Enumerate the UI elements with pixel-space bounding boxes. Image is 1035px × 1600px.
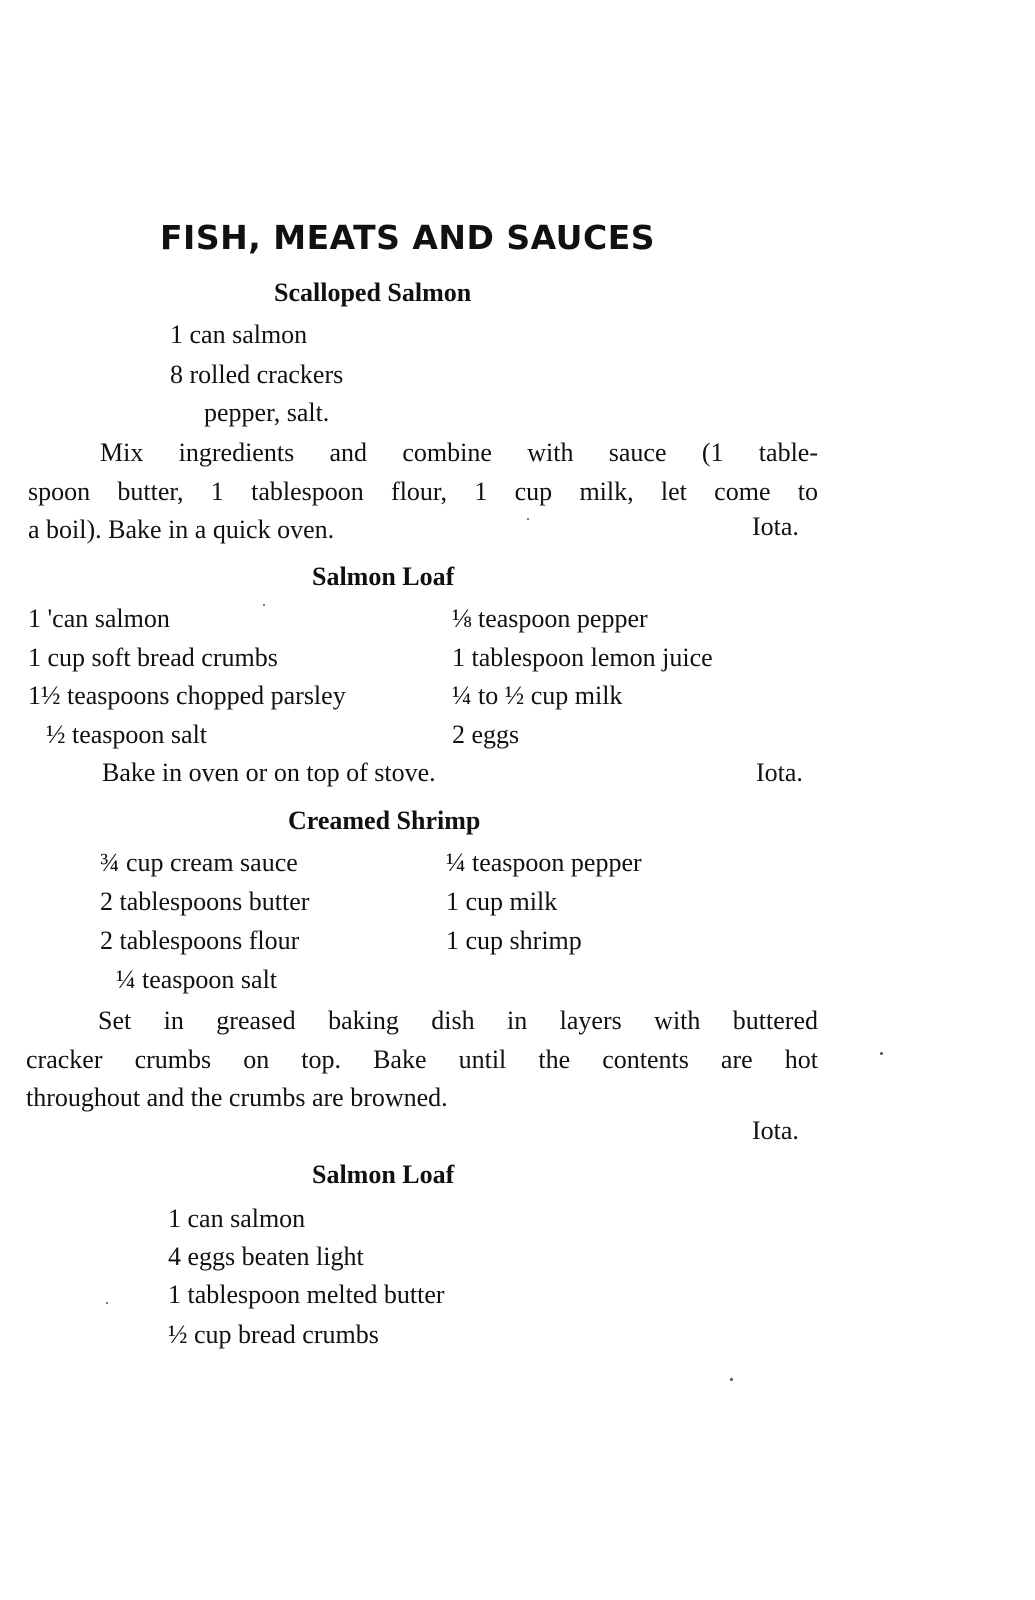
instructions — [26, 1002, 818, 1118]
scan-speck — [106, 1302, 108, 1304]
instruction-line: throughout and the crumbs are browned. — [26, 1083, 448, 1112]
ingredient-line: 2 tablespoons flour — [100, 926, 300, 955]
author-signature: Iota. — [752, 1116, 799, 1145]
ingredient-line: 1 tablespoon melted butter — [168, 1280, 445, 1309]
ingredient-line: 1 cup soft bread crumbs — [28, 643, 278, 672]
recipe-title: Salmon Loaf — [312, 562, 455, 591]
ingredient-line: 1 cup shrimp — [446, 926, 582, 955]
ingredient-line: 1 can salmon — [170, 320, 308, 349]
ingredient-line: ¼ teaspoon salt — [116, 965, 278, 994]
recipe-title: Scalloped Salmon — [274, 278, 472, 307]
ingredient-line: 1 'can salmon — [28, 604, 170, 633]
instruction-line: spoon butter, 1 tablespoon flour, 1 cup milk, let come to — [28, 476, 818, 506]
section-title: FISH, MEATS AND SAUCES — [160, 218, 656, 257]
author-signature: Iota. — [752, 512, 799, 541]
ingredient-line: 2 eggs — [452, 720, 520, 749]
ingredient-line: ¾ cup cream sauce — [100, 848, 298, 877]
instruction-line: Bake in oven or on top of stove. — [102, 758, 436, 787]
instruction-line: cracker crumbs on top. Bake until the contents are hot — [26, 1044, 818, 1074]
recipe-title: Salmon Loaf — [312, 1160, 455, 1189]
ingredient-line: ¼ teaspoon pepper — [446, 848, 642, 877]
ingredient-line: 1 tablespoon lemon juice — [452, 643, 713, 672]
scan-speck — [527, 518, 529, 520]
ingredient-line: 1 can salmon — [168, 1204, 306, 1233]
scan-speck — [880, 1052, 883, 1055]
ingredient-line: ½ cup bread crumbs — [168, 1320, 379, 1349]
ingredient-line: ½ teaspoon salt — [46, 720, 208, 749]
ingredient-line: 1 cup milk — [446, 887, 558, 916]
instruction-line: a boil). Bake in a quick oven. — [28, 515, 335, 544]
instructions — [28, 434, 818, 550]
scan-speck — [263, 604, 265, 606]
author-signature: Iota. — [756, 758, 803, 787]
scan-speck — [730, 1378, 733, 1381]
ingredient-line: 8 rolled crackers — [170, 360, 344, 389]
ingredient-line: ¼ to ½ cup milk — [452, 681, 623, 710]
instruction-line: Set in greased baking dish in layers with buttered — [98, 1006, 818, 1035]
ingredient-line: 2 tablespoons butter — [100, 887, 310, 916]
ingredient-line: 1½ teaspoons chopped parsley — [28, 681, 346, 710]
ingredient-line: 4 eggs beaten light — [168, 1242, 364, 1271]
recipe-title: Creamed Shrimp — [288, 806, 481, 835]
ingredient-line: pepper, salt. — [204, 398, 330, 427]
instruction-line: Mix ingredients and combine with sauce (1 table- — [100, 438, 818, 467]
ingredient-line: ⅛ teaspoon pepper — [452, 604, 648, 633]
